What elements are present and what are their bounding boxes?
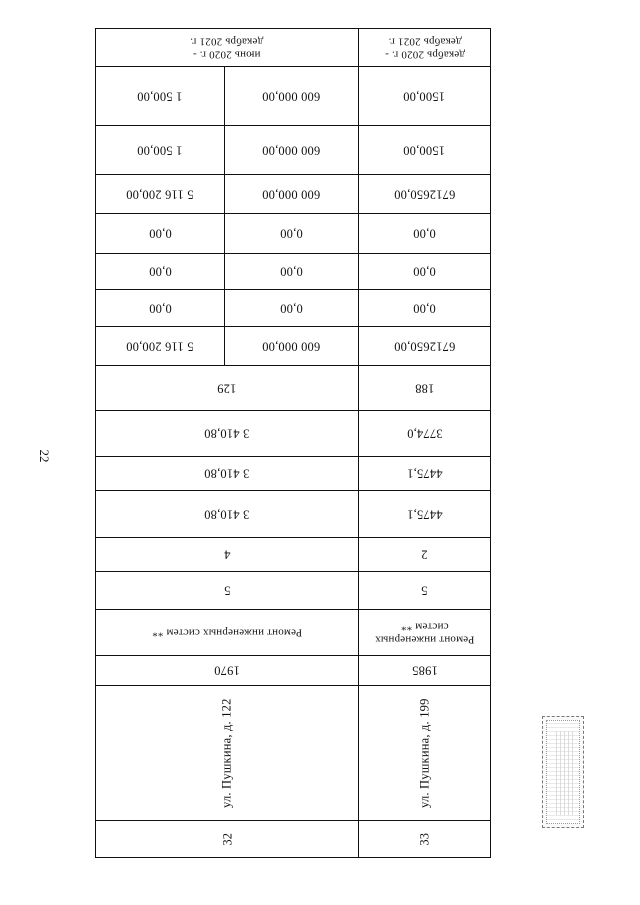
table-cell: 5 [223, 583, 231, 598]
table-cell: 0,00 [148, 264, 172, 279]
table-cell: 0,00 [413, 301, 436, 316]
table-cell: Ремонт инженерных систем ** [374, 620, 475, 646]
table-cell: 1970 [214, 663, 240, 678]
table-cell: 4475,1 [406, 507, 443, 522]
table-cell: 5 116 200,00 [126, 187, 194, 202]
table-cell: 1985 [411, 663, 438, 678]
table-cell: 3 410,80 [204, 426, 250, 441]
table-cell: 188 [414, 381, 435, 396]
table-cell: 33 [417, 832, 432, 846]
table-cell: 6712650,00 [393, 339, 456, 354]
table-cell: 600 000,00 [262, 339, 321, 354]
page-number: 22 [37, 449, 52, 463]
table-cell: 0,00 [148, 226, 172, 241]
table-cell: 1500,00 [403, 143, 446, 158]
table-cell: ул. Пушкина, д. 122 [219, 698, 234, 808]
table-cell: 2 [421, 547, 428, 562]
table-cell: 4475,1 [406, 466, 443, 481]
table-cell: Ремонт инженерных систем ** [151, 626, 303, 639]
table-cell: ул. Пушкина, д. 199 [417, 698, 432, 808]
table-cell: 4 [223, 547, 231, 562]
table-cell: 0,00 [413, 264, 436, 279]
table-cell: 600 000,00 [262, 89, 321, 104]
table-cell: 1500,00 [403, 89, 446, 104]
table-cell: 0,00 [148, 301, 172, 316]
table-cell: 0,00 [413, 226, 436, 241]
table-cell: 6712650,00 [393, 187, 456, 202]
table-cell: 1 500,00 [137, 143, 183, 158]
table-cell: 3774,0 [406, 426, 443, 441]
table-cell: 32 [219, 832, 234, 846]
table-cell: 600 000,00 [262, 143, 321, 158]
table-cell: 0,00 [280, 226, 303, 241]
table-cell: 5 [421, 583, 428, 598]
table-cell: 1 500,00 [137, 89, 183, 104]
table-cell: 0,00 [280, 301, 303, 316]
table-cell: 5 116 200,00 [126, 339, 194, 354]
table-cell: 600 000,00 [262, 187, 321, 202]
table-cell: 3 410,80 [204, 507, 250, 522]
table-cell: 3 410,80 [204, 466, 250, 481]
stamp-inner [546, 720, 580, 824]
header-cell-b: декабрь 2020 г. - декабрь 2021 г. [384, 35, 465, 61]
table-cell: 0,00 [280, 264, 303, 279]
document-stamp [542, 716, 584, 828]
table-cell: 129 [217, 381, 237, 396]
header-cell-a: июнь 2020 г. - декабрь 2021 г. [190, 35, 264, 61]
